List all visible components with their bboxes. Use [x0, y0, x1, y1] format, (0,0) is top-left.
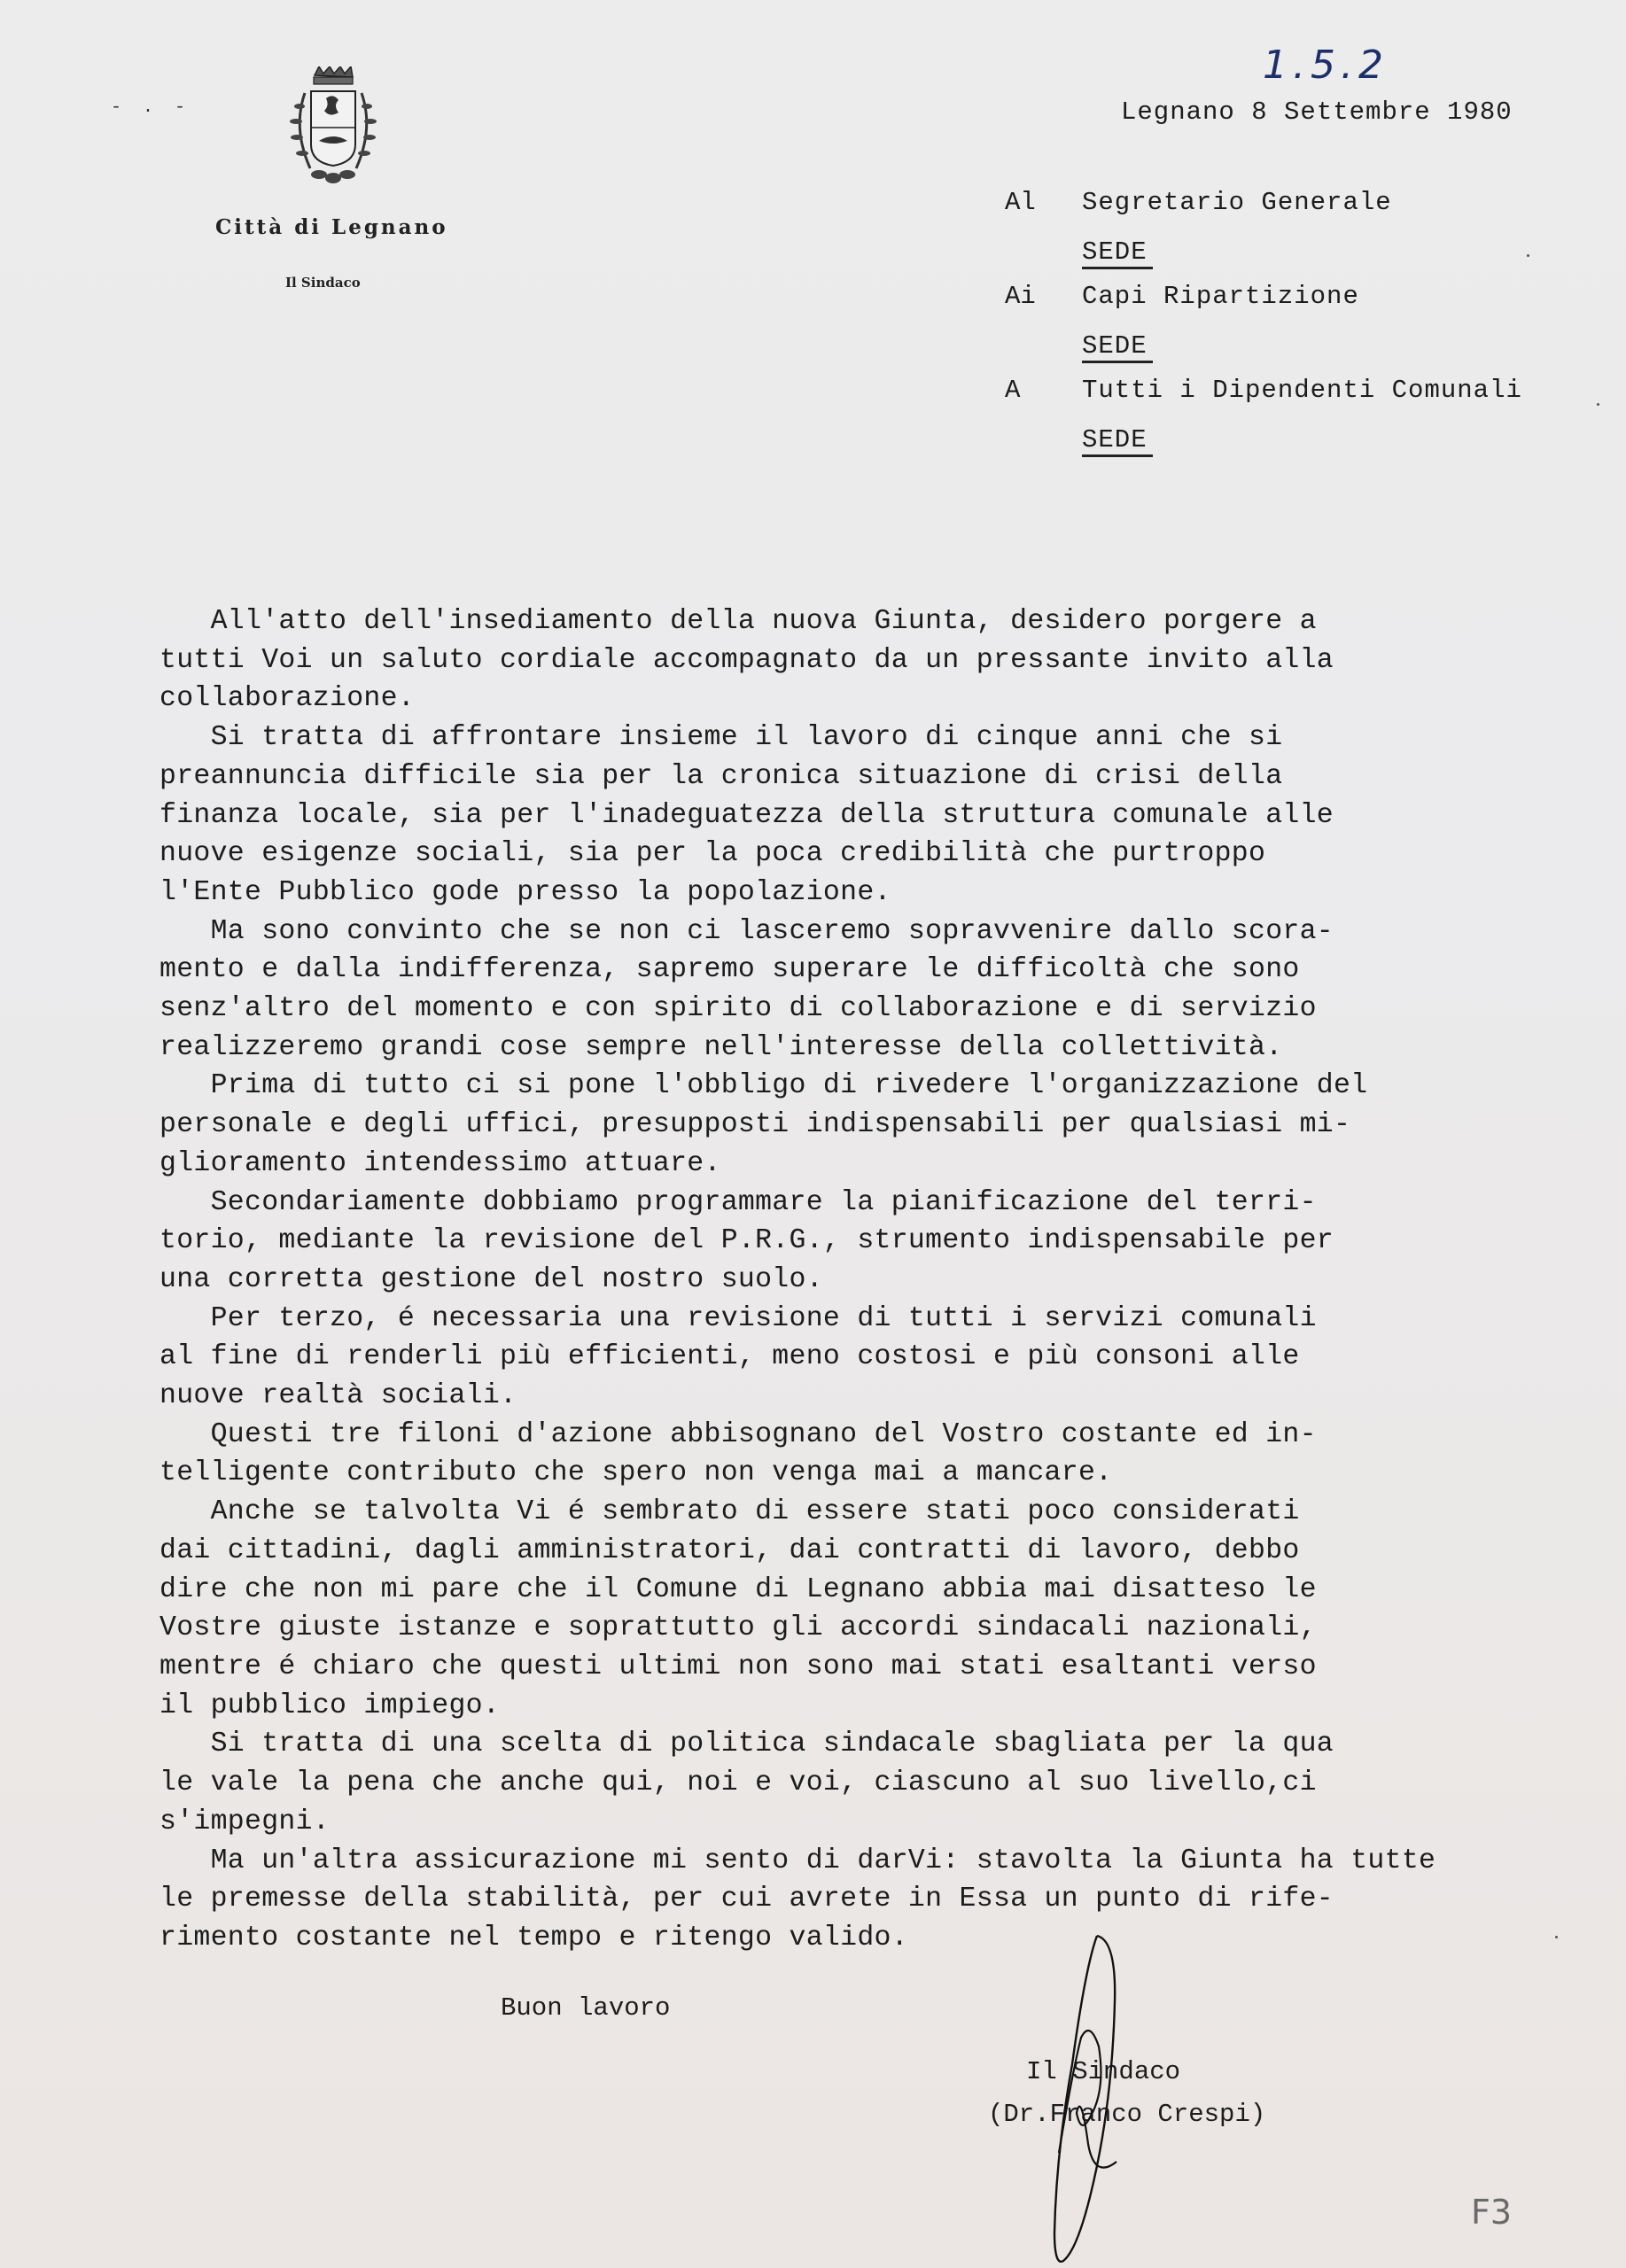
protocol-number: 1.5.2	[1263, 43, 1389, 88]
body-line: nuove esigenze sociali, sia per la poca credibilità che purtroppo	[159, 838, 1266, 870]
body-line: glioramento intendessimo attuare.	[159, 1147, 721, 1179]
body-paragraph	[159, 1842, 1613, 1958]
body-line: tutti Voi un saluto cordiale accompagnato da un pressante invito alla	[159, 644, 1334, 676]
body-line: il pubblico impiego.	[159, 1689, 501, 1721]
recipient-prefix: A	[1005, 376, 1021, 405]
recipient-location: SEDE	[1082, 237, 1153, 269]
coat-of-arms-icon	[275, 66, 390, 199]
corner-mark: F3	[1471, 2193, 1513, 2232]
body-line: Vostre giuste istanze e soprattutto gli accordi sindacali nazionali,	[159, 1612, 1317, 1644]
recipient-prefix: Ai	[1005, 282, 1036, 311]
body-paragraph	[159, 1725, 1613, 1841]
body-line: le premesse della stabilità, per cui avrete in Essa un punto di rife-	[159, 1884, 1334, 1915]
body-line: telligente contributo che spero non venga mai a mancare.	[159, 1457, 1113, 1489]
body-line: Si tratta di affrontare insieme il lavoro di cinque anni che si	[159, 722, 1283, 754]
place-date: Legnano 8 Settembre 1980	[1121, 97, 1513, 127]
body-line: dai cittadini, dagli amministratori, dai contratti di lavoro, debbo	[159, 1534, 1300, 1566]
recipient-name: Capi Ripartizione	[1082, 282, 1359, 311]
body-line: s'impegni.	[159, 1806, 331, 1837]
body-paragraph	[159, 913, 1613, 1068]
closing-greeting: Buon lavoro	[501, 1993, 671, 2023]
body-paragraph	[159, 602, 1613, 718]
body-paragraph	[159, 1416, 1613, 1493]
body-line: nuove realtà sociali.	[159, 1380, 517, 1412]
body-line: Per terzo, é necessaria una revisione di tutti i servizi comunali	[159, 1302, 1317, 1334]
body-line: Secondariamente dobbiamo programmare la pianificazione del terri-	[159, 1186, 1317, 1218]
body-line: Si tratta di una scelta di politica sindacale sbagliata per la qua	[159, 1728, 1334, 1760]
signer-name: (Dr.Franco Crespi)	[988, 2100, 1266, 2129]
body-line: Ma sono convinto che se non ci lasceremo sopravvenire dallo scora-	[159, 915, 1334, 947]
body-paragraph	[159, 1493, 1613, 1725]
paper-speck	[1597, 403, 1599, 406]
body-line: al fine di renderli più efficienti, meno costosi e più consoni alle	[159, 1341, 1300, 1373]
paper-specks: - . -	[111, 97, 191, 118]
body-line: preannuncia difficile sia per la cronica situazione di crisi della	[159, 760, 1283, 792]
body-line: Prima di tutto ci si pone l'obbligo di rivedere l'organizzazione del	[159, 1070, 1368, 1102]
body-line: l'Ente Pubblico gode presso la popolazione.	[159, 876, 891, 908]
body-line: Anche se talvolta Vi é sembrato di essere stati poco considerati	[159, 1496, 1300, 1528]
body-paragraph	[159, 1300, 1613, 1416]
body-line: senz'altro del momento e con spirito di collaborazione e di servizio	[159, 993, 1317, 1025]
body-line: mentre é chiaro che questi ultimi non sono mai stati esaltanti verso	[159, 1651, 1317, 1682]
paper-speck	[1555, 1936, 1558, 1938]
body-line: Questi tre filoni d'azione abbisognano del Vostro costante ed in-	[159, 1418, 1317, 1450]
body-line: Ma un'altra assicurazione mi sento di darVi: stavolta la Giunta ha tutte	[159, 1845, 1436, 1876]
signer-title: Il Sindaco	[1026, 2057, 1181, 2086]
body-line: mento e dalla indifferenza, sapremo superare le difficoltà che sono	[159, 954, 1300, 986]
paper-speck	[1527, 254, 1529, 257]
recipient-prefix: Al	[1005, 188, 1036, 217]
body-line: le vale la pena che anche qui, noi e voi, ciascuno al suo livello,ci	[159, 1767, 1317, 1799]
body-paragraph	[159, 1067, 1613, 1183]
body-line: dire che non mi pare che il Comune di Legnano abbia mai disatteso le	[159, 1573, 1317, 1605]
body-line: finanza locale, sia per l'inadeguatezza della struttura comunale alle	[159, 799, 1334, 831]
letterhead-role: Il Sindaco	[285, 275, 361, 291]
recipient-name: Segretario Generale	[1082, 188, 1392, 217]
body-paragraph	[159, 1184, 1613, 1300]
body-line: realizzeremo grandi cose sempre nell'interesse della collettività.	[159, 1031, 1283, 1063]
handwritten-signature	[992, 1931, 1170, 2268]
body-line: una corretta gestione del nostro suolo.	[159, 1263, 823, 1295]
body-paragraph	[159, 718, 1613, 913]
body-line: All'atto dell'insediamento della nuova Giunta, desidero porgere a	[159, 606, 1317, 637]
body-line: personale e degli uffici, presupposti indispensabili per qualsiasi mi-	[159, 1109, 1351, 1141]
letter-body	[159, 602, 1613, 1958]
body-line: collaborazione.	[159, 683, 416, 715]
recipient-location: SEDE	[1082, 425, 1153, 457]
recipient-location: SEDE	[1082, 331, 1153, 363]
body-line: rimento costante nel tempo e ritengo valido.	[159, 1922, 908, 1953]
city-name: Città di Legnano	[215, 215, 448, 239]
body-line: torio, mediante la revisione del P.R.G., strumento indispensabile per	[159, 1225, 1334, 1257]
recipient-name: Tutti i Dipendenti Comunali	[1082, 376, 1522, 405]
